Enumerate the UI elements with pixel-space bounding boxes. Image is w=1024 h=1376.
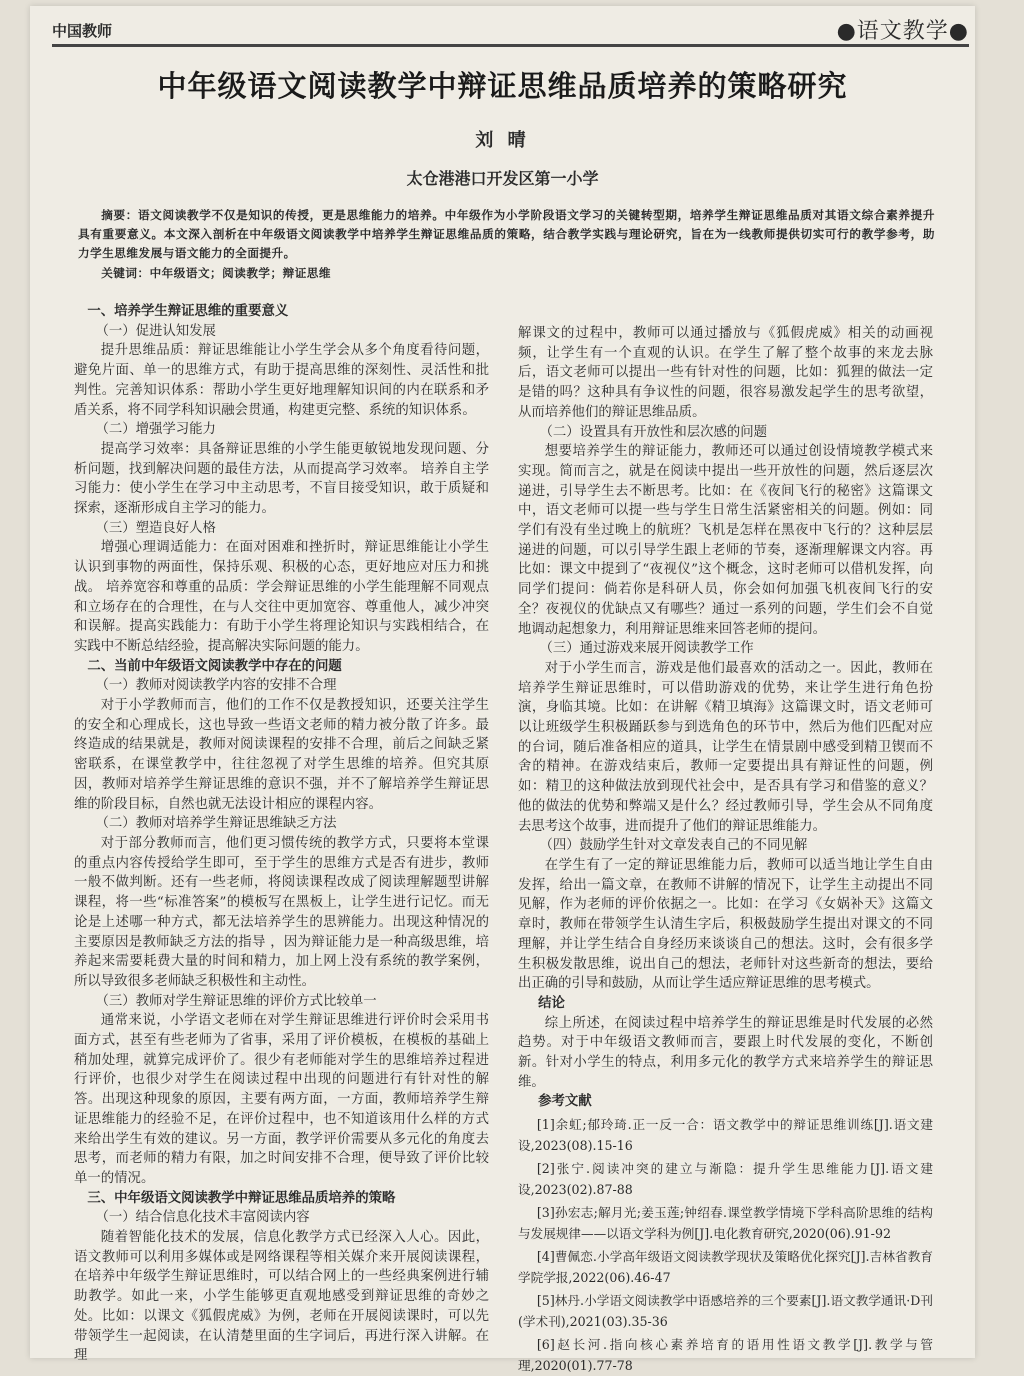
body-paragraph: 对于小学生而言，游戏是他们最喜欢的活动之一。因此，教师在培养学生辩证思维时，可以借助游戏的优势，来让学生进行角色扮演，身临其境。比如：在讲解《精卫填海》这篇课文时，语文老师可以让班级学生积极踊跃参与到选角色的环节中，然后为他们匹配对应的台词，随后准备相应的道具，让学生在情景剧中感受到精卫锲而不舍的精神。在游戏结束后，教师一定要提出具有辩证性的问题，例如：精卫的这种做法放到现代社会中，是否具有学习和借鉴的意义？他的做法的优势和弊端又是什么？经过教师引导，学生会从不同角度去思考这个故事，进而提升了他们的辩证思维能力。 (518, 660, 933, 834)
reference-item: [4]曹佩恋.小学高年级语文阅读教学现状及策略优化探究[J].吉林省教育学院学报,2022(06).46-47 (518, 1249, 933, 1286)
reference-item: [1]余虹;郁玲琦.正一反一合：语文教学中的辩证思维训练[J].语文建设,2023(08).15-16 (518, 1117, 933, 1154)
body-paragraph: 增强心理调适能力：在面对困难和挫折时，辩证思维能让小学生认识到事物的两面性，保持乐观、积极的心态，更好地应对压力和挑战。 培养宽容和尊重的品质：学会辩证思维的小学生能理解不同观点和立场存在的合理性，在与人交往中更加宽容、尊重他人，减少冲突和误解。提高实践能力：有助于小学生将理论知识与实践相结合，在实践中不断总结经验，提高解决实际问题的能力。 (74, 540, 489, 654)
body-paragraph: 对于部分教师而言，他们更习惯传统的教学方式，只要将本堂课的重点内容传授给学生即可，至于学生的思维方式是否有进步，教师一般不做判断。还有一些老师，将阅读课程改成了阅读理解题型讲解课程，将一些“标准答案”的模板写在黑板上，让学生进行记忆。而无论是上述哪一种方式，都无法培养学生的思辨能力。出现这种情况的主要原因是教师缺乏方法的指导 ，因为辩证能力是一种高级思维，培养起来需要耗费大量的时间和精力，加上网上没有系统的教学案例，所以导致很多老师缺乏积极性和主动性。 (74, 835, 489, 989)
body-paragraph: 对于小学教师而言，他们的工作不仅是教授知识，还要关注学生的安全和心理成长，这也导致一些语文老师的精力被分散了许多。最终造成的结果就是，教师对阅读课程的安排不合理，前后之间缺乏紧密联系，在课堂教学中，往往忽视了对学生思维的培养。但究其原因，教师对培养学生辩证思维的意识不强，并不了解培养学生辩证思维的阶段目标，自然也就无法设计相应的课程内容。 (74, 698, 489, 812)
section-heading: 三、中年级语文阅读教学中辩证思维品质培养的策略 (87, 1189, 396, 1206)
running-header (52, 14, 969, 47)
body-paragraph: 在学生有了一定的辩证思维能力后，教师可以适当地让学生自由发挥，给出一篇文章，在教师不讲解的情况下，让学生主动提出不同见解，作为老师的评价依据之一。比如：在学习《女娲补天》这篇文章时，教师在带领学生认清生字后，积极鼓励学生提出对课文的不同理解，并让学生结合自身经历来谈谈自己的想法。这时，会有很多学生积极发散思维，说出自己的想法，老师针对这些新奇的想法，要给出正确的引导和鼓励，从而让学生适应辩证思维的思考模式。 (518, 857, 933, 992)
right-column (518, 324, 933, 1376)
bold-heading: 参考文献 (538, 1093, 592, 1110)
body-paragraph: 综上所述，在阅读过程中培养学生的辩证思维是时代发展的必然趋势。对于中年级语文教师而言，要跟上时代发展的变化，不断创新。针对小学生的特点，利用多元化的教学方式来培养学生的辩证思维。 (518, 1015, 933, 1090)
left-column (74, 302, 489, 1366)
bold-heading: 结论 (538, 994, 565, 1011)
subsection-heading: （一）教师对阅读教学内容的安排不合理 (95, 678, 337, 694)
subsection-heading: （四）鼓励学生针对文章发表自己的不同见解 (539, 838, 808, 854)
subsection-heading: （一）结合信息化技术丰富阅读内容 (95, 1210, 310, 1226)
subsection-heading: （二）增强学习能力 (95, 422, 216, 438)
section-heading: 一、培养学生辩证思维的重要意义 (87, 303, 289, 319)
reference-item: [2]张宁.阅读冲突的建立与渐隐：提升学生思维能力[J].语文建设,2023(02).87-88 (518, 1161, 933, 1198)
body-paragraph: 提高学习效率：具备辩证思维的小学生能更敏锐地发现问题、分析问题，找到解决问题的最佳方法，从而提高学习效率。 培养自主学习能力：使小学生在学习中主动思考，不盲目接受知识，敢于质疑和探索，逐渐形成自主学习的能力。 (74, 441, 489, 517)
subsection-heading: （二）设置具有开放性和层次感的问题 (539, 424, 768, 440)
section-tag: ●语文教学● (836, 19, 969, 44)
subsection-heading: （一）促进认知发展 (95, 323, 216, 339)
author-name: 刘 晴 (475, 130, 530, 151)
reference-item: [3]孙宏志;解月光;姜玉莲;钟绍春.课堂教学情境下学科高阶思维的结构与发展规律——以语文学科为例[J].电化教育研究,2020(06).91-92 (518, 1205, 933, 1242)
body-paragraph: 想要培养学生的辩证能力，教师还可以通过创设情境教学模式来实现。简而言之，就是在阅读中提出一些开放性的问题，然后逐层次递进，引导学生去不断思考。比如：在《夜间飞行的秘密》这篇课文中，语文老师可以提一些与学生日常生活紧密相关的问题。例如：同学们有没有坐过晚上的航班？飞机是怎样在黑夜中飞行的？这种层层递进的问题，可以引导学生跟上老师的节奏，逐渐理解课文内容。再比如：课文中提到了“夜视仪”这个概念，这时老师可以借机发挥，向同学们提问：倘若你是科研人员，你会如何加强飞机夜间飞行的安全？夜视仪的优缺点又有哪些？通过一系列的问题，学生们会不自觉地调动起想象力，利用辩证思维来回答老师的提问。 (518, 444, 933, 637)
reference-item: [6]赵长河.指向核心素养培育的语用性语文教学[J].教学与管理,2020(01).77-78 (518, 1337, 933, 1374)
section-heading: 二、当前中年级语文阅读教学中存在的问题 (87, 657, 342, 674)
subsection-heading: （三）塑造良好人格 (95, 520, 216, 536)
continued-paragraph: 解课文的过程中，教师可以通过播放与《狐假虎威》相关的动画视频，让学生有一个直观的认识。在学生了解了整个故事的来龙去脉后，语文老师可以提出一些有针对性的问题，比如：狐狸的做法一定是错的吗？这种具有争议性的问题，很容易激发起学生的思考欲望，从而培养他们的辩证思维品质。 (518, 326, 933, 420)
subsection-heading: （二）教师对培养学生辩证思维缺乏方法 (95, 816, 337, 832)
author-affiliation: 太仓港港口开发区第一小学 (406, 169, 599, 188)
body-paragraph: 通常来说，小学语文老师在对学生辩证思维进行评价时会采用书面方式，甚至有些老师为了省事，采用了评价模板，在模板的基础上稍加处理，就算完成评价了。很少有老师能对学生的思维培养过程进行评价，也很少对学生在阅读过程中出现的问题进行有针对性的解答。出现这种现象的原因，主要有两方面，一方面，教师培养学生辩证思维能力的经验不足，在评价过程中，也不知道该用什么样的方式来给出学生有效的建议。另一方面，教学评价需要从多元化的角度去思考，而老师的精力有限，加之时间安排不合理，便导致了评价比较单一的情况。 (74, 1013, 489, 1186)
body-paragraph: 随着智能化技术的发展，信息化教学方式已经深入人心。因此，语文教师可以利用多媒体或是网络课程等相关媒介来开展阅读课程，在培养中年级学生辩证思维时，可以结合网上的一些经典案例进行辅助教学。如此一来，小学生能够更直观地感受到辩证思维的奇妙之处。比如：以课文《狐假虎威》为例，老师在开展阅读课时，可以先带领学生一起阅读，在认清楚里面的生字词后，再进行深入讲解。在理 (74, 1230, 489, 1364)
abstract: 摘要：语文阅读教学不仅是知识的传授，更是思维能力的培养。中年级作为小学阶段语文学习的关键转型期，培养学生辩证思维品质对其语文综合素养提升具有重要意义。本文深入剖析在中年级语文阅读教学中培养学生辩证思维品质的策略，结合教学实践与理论研究，旨在为一线教师提供切实可行的教学参考，助力学生思维发展与语文能力的全面提升。 (78, 208, 935, 260)
body-paragraph: 提升思维品质：辩证思维能让小学生学会从多个角度看待问题，避免片面、单一的思维方式，有助于提高思维的深刻性、灵活性和批判性。完善知识体系：帮助小学生更好地理解知识间的内在联系和矛盾关系，将不同学科知识融会贯通，构建更完整、系统的知识体系。 (74, 343, 489, 418)
reference-item: [5]林丹.小学语文阅读教学中语感培养的三个要素[J].语文教学通讯·D刊(学术刊),2021(03).35-36 (518, 1293, 933, 1330)
subsection-heading: （三）通过游戏来展开阅读教学工作 (539, 641, 754, 657)
subsection-heading: （三）教师对学生辩证思维的评价方式比较单一 (95, 993, 377, 1009)
journal-page (30, 6, 975, 1374)
article-title: 中年级语文阅读教学中辩证思维品质培养的策略研究 (157, 69, 848, 103)
journal-name: 中国教师 (52, 22, 113, 40)
keywords: 关键词：中年级语文；阅读教学；辩证思维 (101, 266, 331, 280)
